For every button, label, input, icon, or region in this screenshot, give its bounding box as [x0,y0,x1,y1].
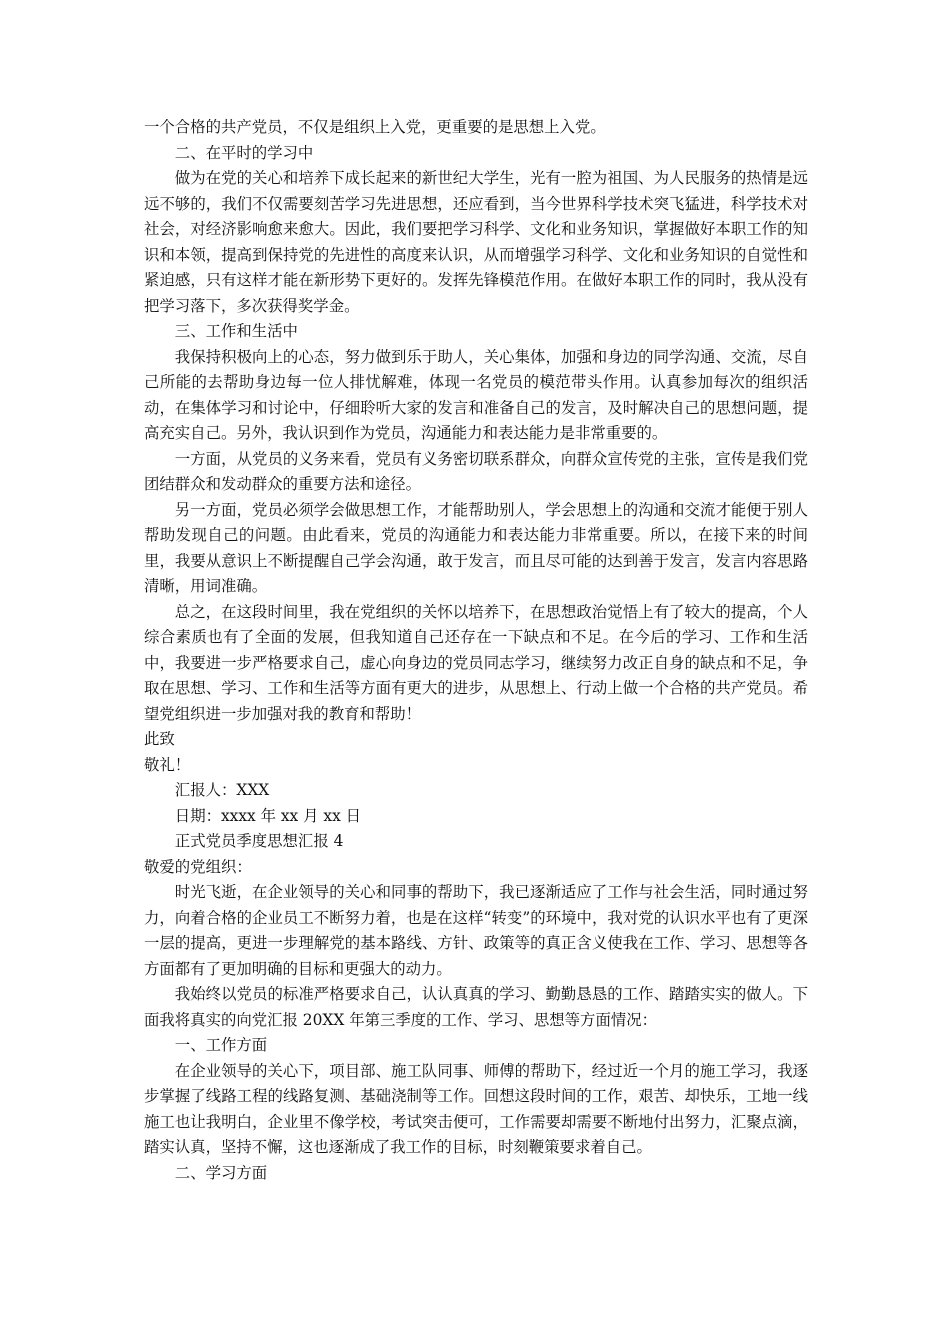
section-heading: 二、在平时的学习中 [174,143,314,162]
closing-salutation: 此致 [144,730,175,748]
section-heading: 一、工作方面 [174,1036,268,1054]
reporter-line: 汇报人：XXX [174,781,270,799]
paragraph: 做为在党的关心和培养下成长起来的新世纪大学生，光有一腔为祖国、为人民服务的热情是远远不够的，我们不仅需要刻苦学习先进思想，还应看到，当今世界科学技术突飞猛进，科学技术对社会，对经济影响愈来愈大。因此，我们要把学习科学、文化和业务知识，掌握做好本职工作的知识和本领，提高到保持党的先进性的高度来认识，从而增强学习科学、文化和业务知识的自觉性和紧迫感，只有这样才能在新形势下更好的。发挥先锋模范作用。在做好本职工作的同时，我从没有把学习落下，多次获得奖学金。 [144,169,808,315]
paragraph: 我始终以党员的标准严格要求自己，认认真真的学习、勤勤恳恳的工作、踏踏实实的做人。下面我将真实的向党汇报 20XX 年第三季度的工作、学习、思想等方面情况： [144,985,808,1029]
paragraph: 我保持积极向上的心态，努力做到乐于助人，关心集体，加强和身边的同学沟通、交流，尽自己所能的去帮助身边每一位人排忧解难，体现一名党员的模范带头作用。认真参加每次的组织活动，在集体学习和讨论中，仔细聆听大家的发言和准备自己的发言，及时解决自己的思想问题，提高充实自己。另外，我认识到作为党员，沟通能力和表达能力是非常重要的。 [144,347,808,442]
paragraph: 一方面，从党员的义务来看，党员有义务密切联系群众，向群众宣传党的主张，宣传是我们党团结群众和发动群众的重要方法和途径。 [144,449,808,493]
paragraph: 另一方面，党员必须学会做思想工作，才能帮助别人，学会思想上的沟通和交流才能便于别人帮助发现自己的问题。由此看来，党员的沟通能力和表达能力非常重要。所以，在接下来的时间里，我要从意识上不断提醒自己学会沟通，敢于发言，而且尽可能的达到善于发言，发言内容思路清晰，用词准确。 [144,500,808,595]
document-page [144,115,808,1186]
date-line: 日期：xxxx 年 xx 月 xx 日 [174,806,362,825]
paragraph: 时光飞逝，在企业领导的关心和同事的帮助下，我已逐渐适应了工作与社会生活，同时通过努力，向着合格的企业员工不断努力着，也是在这样“转变”的环境中，我对党的认识水平也有了更深一层的提高，更进一步理解党的基本路线、方针、政策等的真正含义使我在工作、学习、思想等各方面都有了更加明确的目标和更强大的动力。 [144,883,808,978]
paragraph: 在企业领导的关心下，项目部、施工队同事、师傅的帮助下，经过近一个月的施工学习，我逐步掌握了线路工程的线路复测、基础浇制等工作。回想这段时间的工作，艰苦、却快乐，工地一线施工也让我明白，企业里不像学校，考试突击便可，工作需要却需要不断地付出努力，汇聚点滴，踏实认真，坚持不懈，这也逐渐成了我工作的目标，时刻鞭策要求着自己。 [144,1061,808,1156]
greeting: 敬爱的党组织： [144,857,252,876]
section-heading: 二、学习方面 [174,1163,268,1182]
paragraph: 一个合格的共产党员，不仅是组织上入党，更重要的是思想上入党。 [144,118,606,136]
paragraph: 总之，在这段时间里，我在党组织的关怀以培养下，在思想政治觉悟上有了较大的提高，个人综合素质也有了全面的发展，但我知道自己还存在一下缺点和不足。在今后的学习、工作和生活中，我要进一步严格要求自己，虚心向身边的党员同志学习，继续努力改正自身的缺点和不足，争取在思想、学习、工作和生活等方面有更大的进步，从思想上、行动上做一个合格的共产党员。希望党组织进一步加强对我的教育和帮助！ [144,602,808,723]
closing-salutation: 敬礼！ [144,755,191,774]
section-heading: 三、工作和生活中 [174,322,298,340]
document-title: 正式党员季度思想汇报 4 [174,832,344,850]
